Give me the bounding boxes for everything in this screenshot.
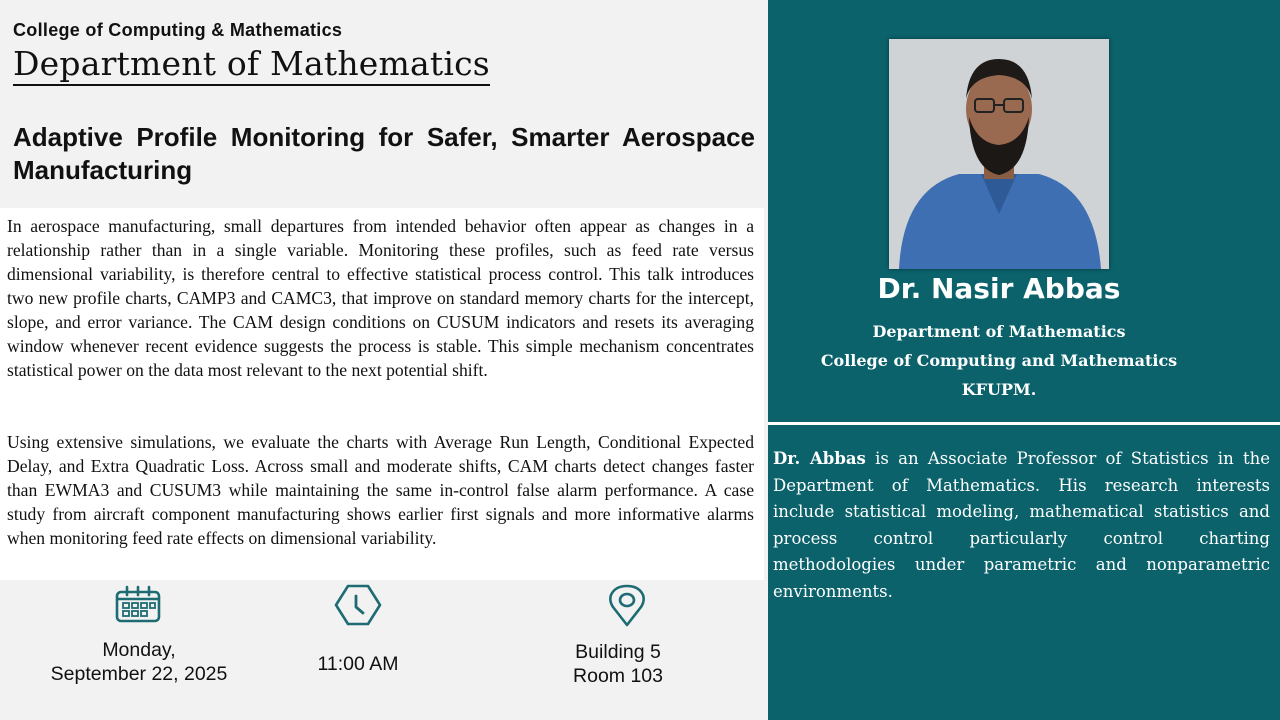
abstract-box — [0, 208, 764, 580]
abstract-paragraph-1: In aerospace manufacturing, small departures from intended behavior often appear as changes in a relationship rather than in a single variable. Monitoring these profiles, such as feed rate versus dimensional variability, is therefore central to effective statistical process control. This talk introduces two new profile charts, CAMP3 and CAMC3, that improve on standard memory charts for the intercept, slope, and error variance. The CAM design conditions on CUSUM indicators and resets its averaging window whenever recent evidence suggests the process is stable. This simple mechanism concentrates statistical power on the data most relevant to the next potential shift. — [7, 216, 754, 380]
college-name: College of Computing & Mathematics — [13, 20, 343, 40]
speaker-name: Dr. Nasir Abbas — [877, 272, 1121, 305]
speaker-bio-lead: Dr. Abbas — [773, 449, 866, 468]
calendar-icon — [114, 584, 162, 624]
event-room: Room 103 — [573, 665, 663, 687]
panel-divider — [768, 422, 1280, 425]
speaker-university: KFUPM. — [961, 380, 1037, 399]
speaker-bio-text: is an Associate Professor of Statistics in the Department of Mathematics. His research interests include statistical modeling, mathematical statistics and process control particularly control charting methodologies under parametric and nonparametric environments. — [773, 449, 1270, 601]
event-info — [0, 582, 768, 720]
event-date-day: Monday, — [102, 639, 176, 661]
speaker-department: Department of Mathematics — [872, 322, 1126, 341]
speaker-photo — [889, 39, 1109, 269]
location-pin-icon — [607, 583, 647, 627]
abstract-paragraph-2: Using extensive simulations, we evaluate the charts with Average Run Length, Conditional Expected Delay, and Extra Quadratic Loss. Across small and moderate shifts, CAM charts detect changes faster than EWMA3 and CUSUM3 while maintaining the same in-control false alarm performance. A case study from aircraft component manufacturing shows earlier first signals and more informative alarms when monitoring feed rate effects on dimensional variability. — [7, 432, 754, 548]
speaker-panel — [768, 0, 1280, 720]
event-date-full: September 22, 2025 — [50, 663, 228, 685]
event-time: 11:00 AM — [317, 653, 399, 675]
clock-icon — [334, 584, 382, 626]
department-title: Department of Mathematics — [13, 44, 490, 86]
event-building: Building 5 — [575, 641, 661, 663]
event-location — [545, 640, 691, 688]
speaker-bio — [773, 446, 1270, 605]
talk-title: Adaptive Profile Monitoring for Safer, Smarter Aerospace Manufacturing — [13, 122, 755, 185]
event-date — [22, 638, 256, 686]
speaker-college: College of Computing and Mathematics — [820, 351, 1178, 370]
